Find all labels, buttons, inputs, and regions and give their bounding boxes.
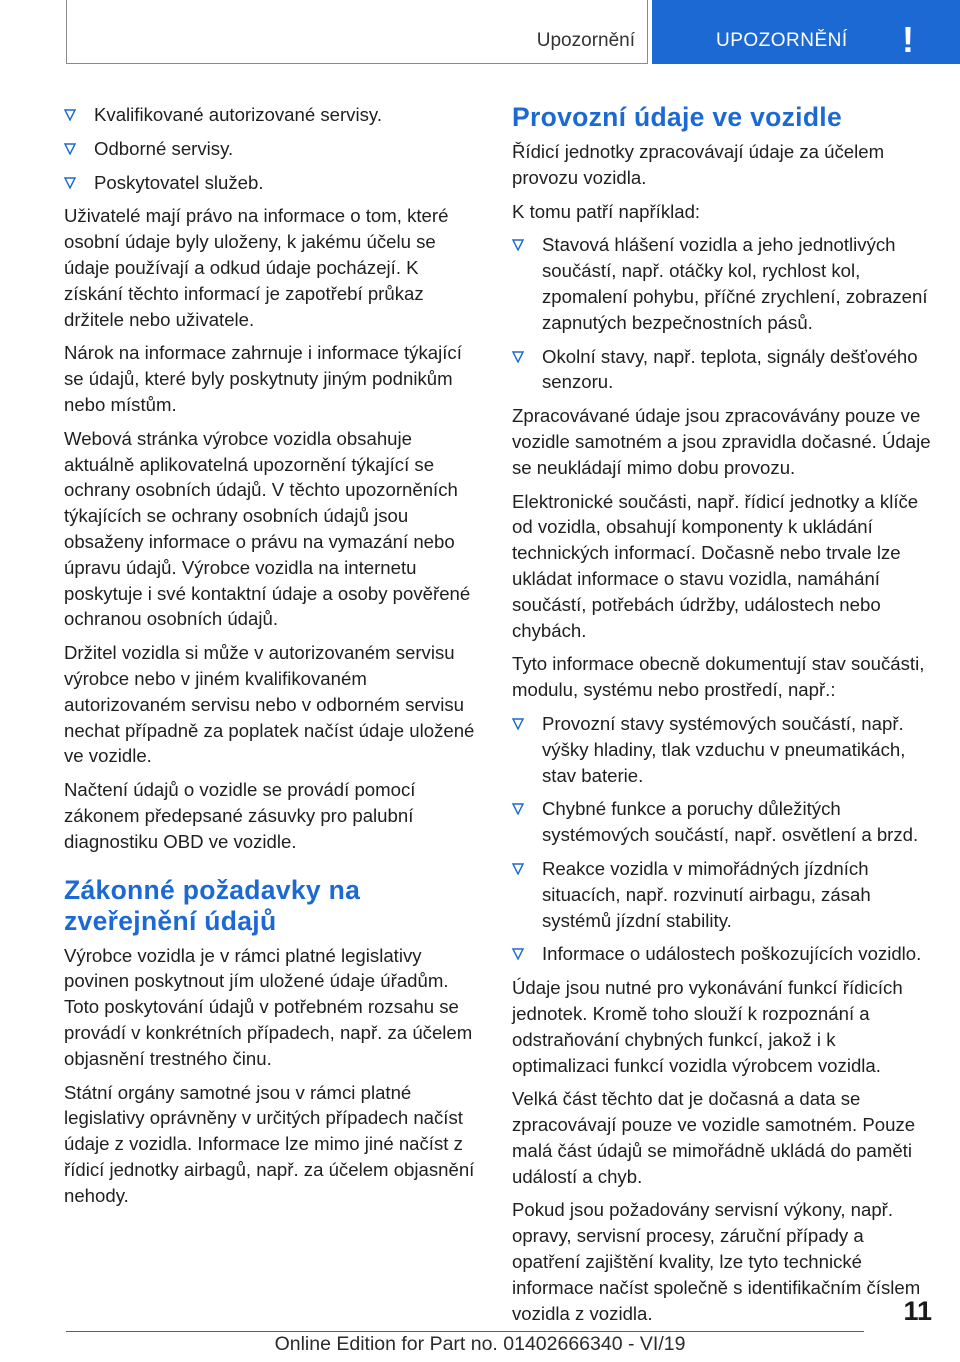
triangle-bullet-icon [512,351,524,363]
header-chapter-tab [652,0,960,64]
header-section-box [66,0,648,64]
warning-exclamation-icon: ! [902,19,914,60]
triangle-bullet-icon [512,718,524,730]
triangle-bullet-icon [64,177,76,189]
header-section-title: Upozornění [536,30,635,51]
paragraph: Výrobce vozidla je v rámci platné legislativy povinen poskytnout jím uložené údaje úřadům. Toto poskytování údajů v potřebném rozsahu se provádí v konkrétních případech, např. za účelem objasnění trestného činu. [64,944,473,1069]
header-chapter-title: UPOZORNĚNÍ [716,30,848,51]
paragraph: Zpracovávané údaje jsou zpracovávány pouze ve vozidle samotném a jsou zpravidla dočasné. Údaje se neukládají mimo dobu provozu. [512,405,931,478]
triangle-bullet-icon [512,803,524,815]
section-heading-legal: Zákonné požadavky na zveřejnění údajů [64,874,361,936]
triangle-bullet-icon [512,863,524,875]
list-item-text: Reakce vozidla v mimořádných jízdních situacích, např. rozvinutí airbagu, zásah systémů jízdní stability. [542,857,871,931]
paragraph: Tyto informace obecně dokumentují stav součásti, modulu, systému nebo prostředí, např.: [512,653,925,701]
paragraph: Nárok na informace zahrnuje i informace týkající se údajů, které byly poskytnuty jiným podnikům nebo místům. [64,342,462,415]
paragraph: Velká část těchto dat je dočasná a data se zpracovávají pouze ve vozidle samotném. Pouze malá část údajů se mimořádně ukládá do paměti událostí a chyb. [512,1088,916,1187]
list-item [512,232,932,335]
list-item-text: Informace o událostech poškozujících vozidlo. [542,943,922,965]
paragraph: Držitel vozidla si může v autorizovaném servisu výrobce nebo v jiném kvalifikovaném autorizovaném servisu nebo v odborném servisu nechat případně za poplatek načíst údaje uložené ve vozidle. [64,642,475,767]
list-item [512,941,932,967]
list-item-text: Provozní stavy systémových součástí, např. výšky hladiny, tlak vzduchu v pneumatikách, stav baterie. [542,712,906,786]
states-list [512,711,932,967]
list-item-text: Okolní stavy, např. teplota, signály dešťového senzoru. [542,345,918,393]
list-item [64,136,482,162]
paragraph: Uživatelé mají právo na informace o tom, které osobní údaje byly uloženy, k jakému účelu se údaje používají a odkud údaje pocházejí. K získání těchto informací je zapotřebí průkaz držitele nebo uživatele. [64,205,449,330]
paragraph: K tomu patří například: [512,200,701,222]
paragraph: Údaje jsou nutné pro vykonávání funkcí řídicích jednotek. Kromě toho slouží k rozpoznání a odstraňování chybných funkcí, jakož i k optimalizaci funkcí vozidla výrobcem vozidla. [512,977,903,1076]
examples-list [512,232,932,395]
list-item-text: Odborné servisy. [94,137,234,159]
list-item [512,856,932,933]
triangle-bullet-icon [512,948,524,960]
list-item [64,170,482,196]
recipients-list [64,102,482,195]
list-item [512,796,932,848]
list-item-text: Stavová hlášení vozidla a jeho jednotlivých součástí, např. otáčky kol, rychlost kol, zpomalení pohybu, příčné zrychlení, zobrazení zapnutých bezpečnostních pásů. [542,234,928,333]
paragraph: Státní orgány samotné jsou v rámci platné legislativy oprávněny v určitých případech načíst údaje z vozidla. Informace lze mimo jiné načíst z řídicí jednotky airbagů, např. za účelem objasnění nehody. [64,1081,475,1206]
triangle-bullet-icon [64,143,76,155]
paragraph: Pokud jsou požadovány servisní výkony, např. opravy, servisní procesy, záruční případy a opatření zajištění kvality, lze tyto technické informace načíst společně s identifikačním číslem vozidla z vozidla. [512,1199,921,1324]
list-item [64,102,482,128]
page-number: 11 [903,1296,932,1326]
list-item-text: Poskytovatel služeb. [94,171,264,193]
list-item-text: Kvalifikované autorizované servisy. [94,104,382,125]
triangle-bullet-icon [64,109,76,121]
paragraph: Řídicí jednotky zpracovávají údaje za účelem provozu vozidla. [512,141,885,188]
left-column [64,102,482,1216]
triangle-bullet-icon [512,239,524,251]
right-column [512,102,932,1334]
section-heading-operating-data: Provozní údaje ve vozidle [512,102,843,132]
footer-divider [66,1331,864,1332]
paragraph: Načtení údajů o vozidle se provádí pomocí zákonem předepsané zásuvky pro palubní diagnostiku OBD ve vozidle. [64,779,416,852]
list-item [512,344,932,396]
list-item [512,711,932,788]
paragraph: Webová stránka výrobce vozidla obsahuje aktuálně aplikovatelná upozornění týkající se ochrany osobních údajů. V těchto upozorněních týkajících se ochrany osobních údajů jsou obsaženy informace o právu na vymazání nebo úpravu údajů. Výrobce vozidla na internetu poskytuje i své kontaktní údaje a osoby pověřené ochranou osobních údajů. [64,427,471,630]
paragraph: Elektronické součásti, např. řídicí jednotky a klíče od vozidla, obsahují komponenty k ukládání technických informací. Dočasně nebo trvale lze ukládat informace o stavu vozidla, namáhání součástí, potřebách údržby, událostech nebo chybách. [512,490,919,641]
list-item-text: Chybné funkce a poruchy důležitých systémových součástí, např. osvětlení a brzd. [542,798,919,846]
edition-note: Online Edition for Part no. 01402666340 - VI/19 [274,1333,686,1355]
